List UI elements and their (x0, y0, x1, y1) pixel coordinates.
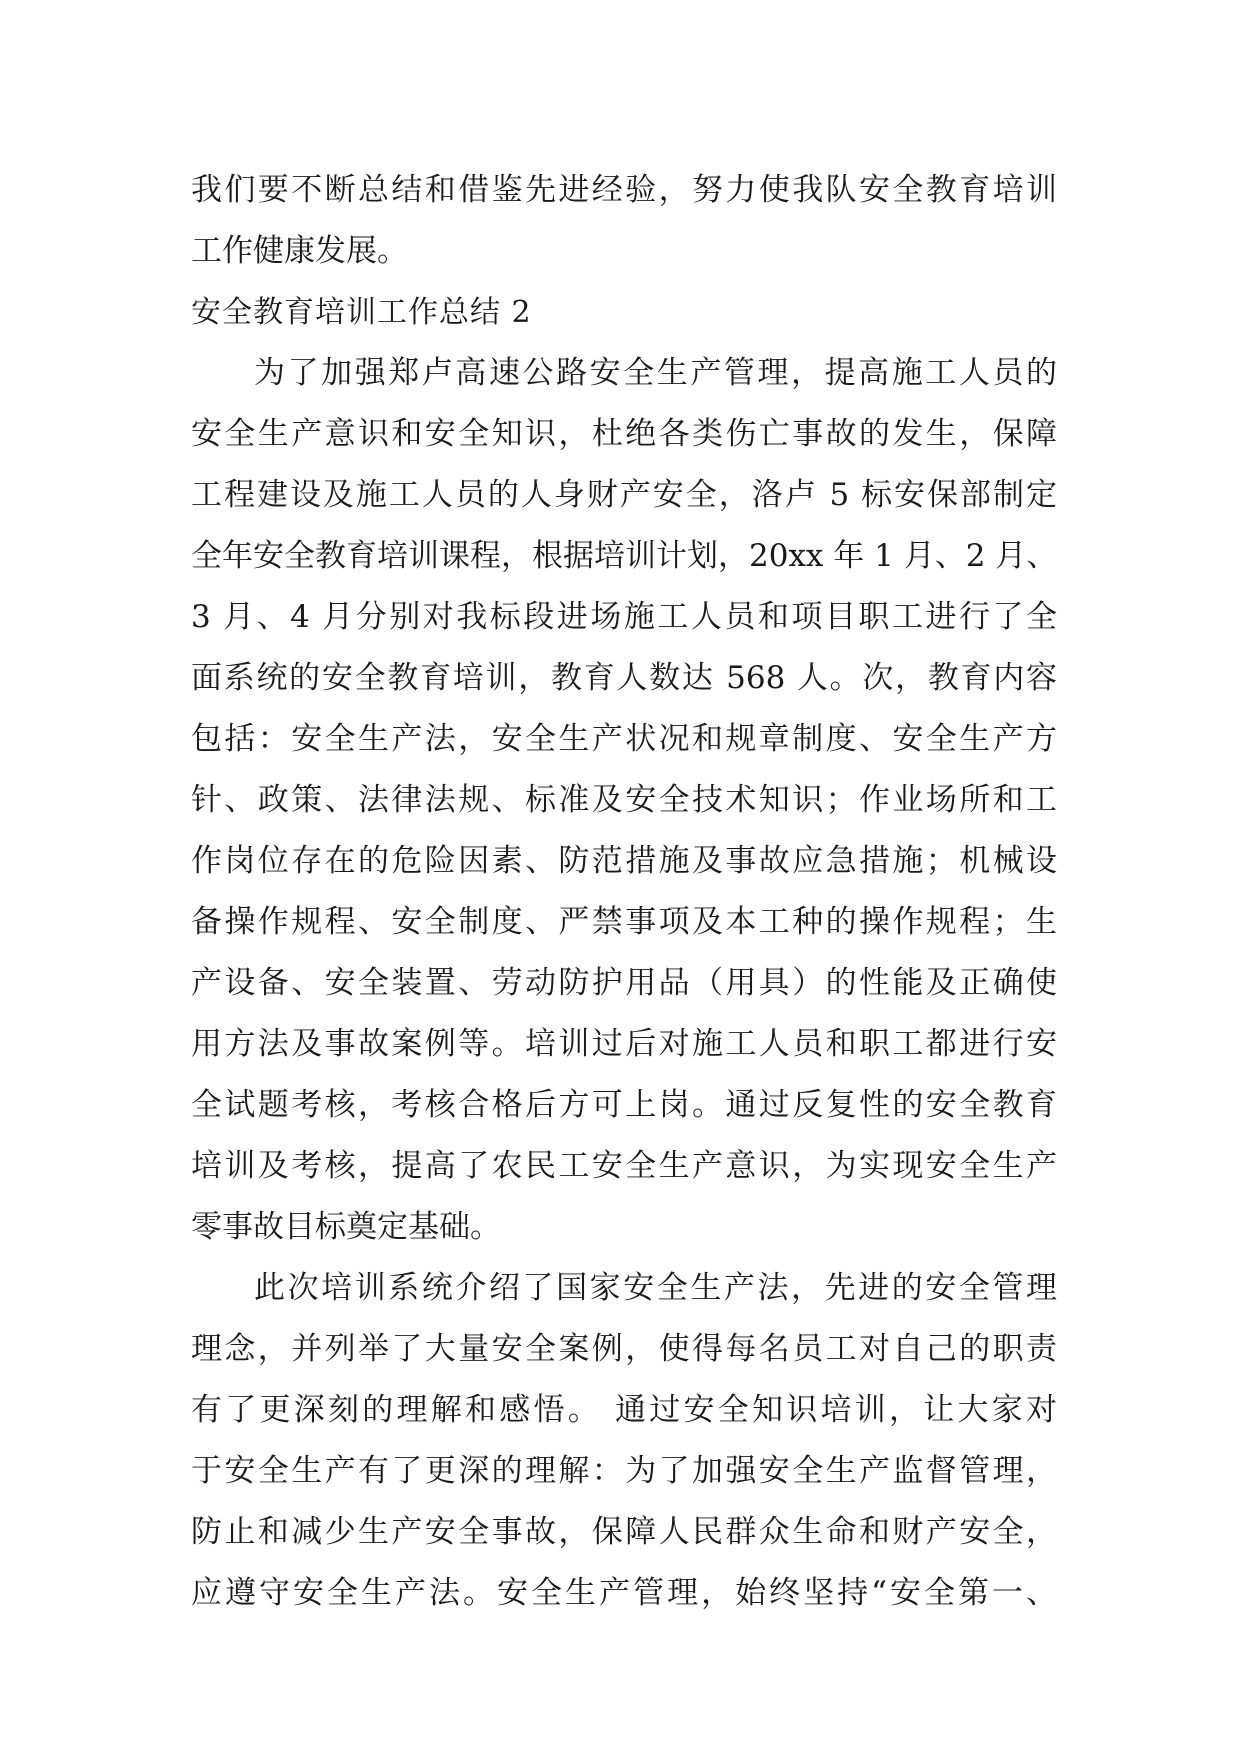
paragraph-line: 为了加强郑卢高速公路安全生产管理，提高施工人员的 (254, 355, 1057, 391)
paragraph-line: 理念，并列举了大量安全案例，使得每名员工对自己的职责 (191, 1331, 1057, 1367)
paragraph-2 (191, 1258, 1057, 1624)
paragraph-1 (191, 343, 1057, 1258)
paragraph-line: 面系统的安全教育培训，教育人数达 568 人。次，教育内容 (191, 660, 1057, 696)
section-heading: 安全教育培训工作总结 2 (191, 295, 532, 330)
paragraph-line: 安全生产意识和安全知识，杜绝各类伤亡事故的发生，保障 (191, 416, 1057, 452)
paragraph-line: 作岗位存在的危险因素、防范措施及事故应急措施；机械设 (191, 843, 1057, 879)
paragraph-line: 包括：安全生产法，安全生产状况和规章制度、安全生产方 (191, 721, 1057, 757)
paragraph-line: 应遵守安全生产法。安全生产管理，始终坚持“安全第一、 (191, 1575, 1057, 1611)
paragraph-line: 3 月、4 月分别对我标段进场施工人员和项目职工进行了全 (191, 599, 1057, 635)
paragraph-line: 工程建设及施工人员的人身财产安全，洛卢 5 标安保部制定 (191, 477, 1057, 513)
paragraph-line: 针、政策、法律法规、标准及安全技术知识；作业场所和工 (191, 782, 1057, 818)
document-body (191, 160, 1057, 1624)
paragraph-line: 此次培训系统介绍了国家安全生产法，先进的安全管理 (254, 1270, 1057, 1306)
paragraph-line: 用方法及事故案例等。培训过后对施工人员和职工都进行安 (191, 1026, 1057, 1062)
paragraph-line: 备操作规程、安全制度、严禁事项及本工种的操作规程；生 (191, 904, 1057, 940)
paragraph-line: 产设备、安全装置、劳动防护用品（用具）的性能及正确使 (191, 965, 1057, 1001)
paragraph-line: 于安全生产有了更深的理解：为了加强安全生产监督管理， (191, 1453, 1057, 1489)
paragraph-line: 培训及考核，提高了农民工安全生产意识，为实现安全生产 (191, 1148, 1057, 1184)
paragraph-line: 有了更深刻的理解和感悟。 通过安全知识培训，让大家对 (191, 1392, 1057, 1428)
paragraph-line: 防止和减少生产安全事故，保障人民群众生命和财产安全， (191, 1514, 1057, 1550)
paragraph-line: 全试题考核，考核合格后方可上岗。通过反复性的安全教育 (191, 1087, 1057, 1123)
intro-line: 我们要不断总结和借鉴先进经验，努力使我队安全教育培训 (191, 172, 1057, 208)
paragraph-line: 全年安全教育培训课程，根据培训计划，20xx 年 1 月、2 月、 (191, 538, 1058, 574)
intro-line: 工作健康发展。 (191, 233, 408, 269)
paragraph-line: 零事故目标奠定基础。 (191, 1209, 501, 1245)
